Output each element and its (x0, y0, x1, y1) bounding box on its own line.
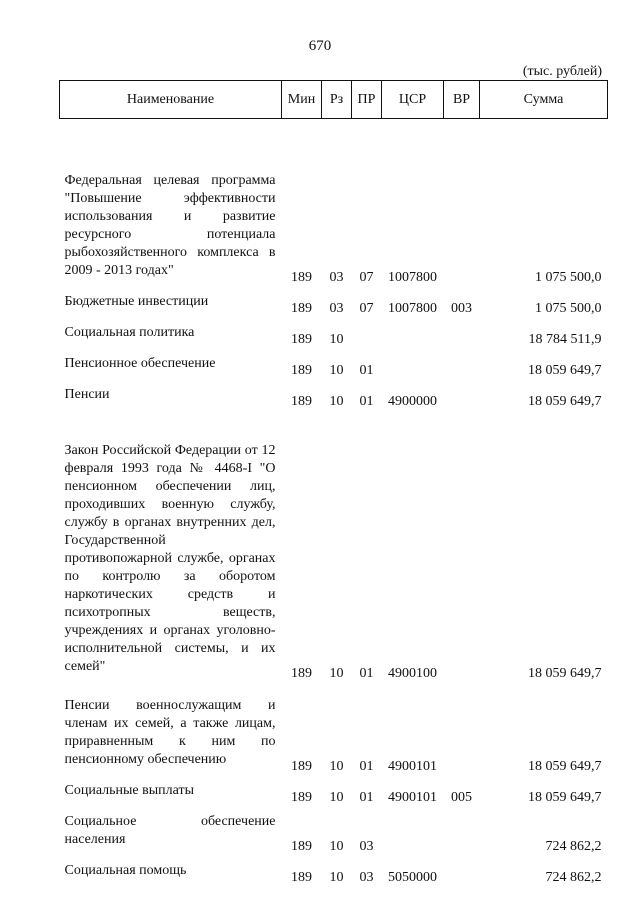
budget-table (59, 80, 608, 884)
row-rz (322, 804, 352, 853)
row-min (282, 315, 322, 346)
row-pr-value: 01 (359, 789, 374, 805)
table-row (60, 284, 608, 315)
row-min-value: 189 (291, 269, 312, 285)
row-rz-value: 10 (329, 789, 344, 805)
row-name: Пенсионное обеспечение (64, 355, 216, 371)
row-rz-value: 10 (329, 665, 344, 681)
row-vr-value: 005 (451, 789, 472, 805)
units-note: (тыс. рублей) (522, 64, 602, 79)
row-name: Социальная помощь (64, 862, 187, 878)
row-csr-value: 4900101 (388, 758, 437, 774)
row-rz-value: 10 (329, 393, 344, 409)
row-min (282, 377, 322, 408)
header-sum: Сумма (480, 81, 608, 119)
row-min (282, 119, 322, 284)
header-pr: ПР (352, 81, 382, 119)
row-vr (444, 315, 480, 346)
row-min (282, 284, 322, 315)
row-pr (352, 853, 382, 884)
row-sum (480, 680, 608, 773)
row-pr (352, 773, 382, 804)
table-header-row (60, 81, 608, 119)
row-rz (322, 315, 352, 346)
row-min (282, 804, 322, 853)
row-min-value: 189 (291, 331, 312, 347)
row-name: Закон Российской Федерации от 12 февраля 1993 года № 4468-I "О пенсионном обеспечении лиц, проходивших военную службу, службу в органах внутренних дел, Государственной противопожарной службе, органах по контролю за оборотом наркотических средств и психотропных веществ, учреждениях и органах уголовно-исполнительной системы, и их семей" (64, 442, 276, 674)
row-pr-value: 07 (359, 300, 374, 316)
row-name: Пенсии (64, 386, 110, 402)
row-csr (382, 680, 444, 773)
header-csr: ЦСР (382, 81, 444, 119)
row-pr (352, 804, 382, 853)
row-vr (444, 773, 480, 804)
row-sum-value: 18 784 511,9 (528, 331, 602, 347)
row-name: Пенсии военнослужащим и членам их семей, а также лицам, приравненным к ним по пенсионному обеспечению (64, 697, 276, 767)
row-csr (382, 284, 444, 315)
row-vr (444, 119, 480, 284)
row-min-value: 189 (291, 300, 312, 316)
row-min-value: 189 (291, 838, 312, 854)
row-sum (480, 346, 608, 377)
row-csr-value: 4900101 (388, 789, 437, 805)
row-rz-value: 10 (329, 838, 344, 854)
row-rz (322, 346, 352, 377)
row-vr (444, 680, 480, 773)
row-rz-value: 10 (329, 331, 344, 347)
row-vr (444, 284, 480, 315)
row-pr (352, 284, 382, 315)
row-min (282, 773, 322, 804)
table-row (60, 773, 608, 804)
row-csr (382, 408, 444, 680)
table-row (60, 119, 608, 284)
row-sum-value: 18 059 649,7 (528, 789, 602, 805)
row-name: Социальная политика (64, 324, 195, 340)
table-row (60, 853, 608, 884)
header-min: Мин (282, 81, 322, 119)
row-vr (444, 804, 480, 853)
row-rz-value: 03 (329, 300, 344, 316)
row-rz (322, 853, 352, 884)
row-rz (322, 119, 352, 284)
row-min (282, 408, 322, 680)
row-csr (382, 773, 444, 804)
row-sum-value: 724 862,2 (545, 869, 602, 885)
row-sum (480, 284, 608, 315)
row-min-value: 189 (291, 869, 312, 885)
row-vr-value: 003 (451, 300, 472, 316)
row-vr (444, 853, 480, 884)
row-csr-value: 1007800 (388, 300, 437, 316)
row-rz (322, 680, 352, 773)
row-rz-value: 10 (329, 869, 344, 885)
row-csr (382, 315, 444, 346)
row-sum (480, 408, 608, 680)
row-sum-value: 1 075 500,0 (535, 300, 602, 316)
row-name: Социальные выплаты (64, 782, 195, 798)
row-pr (352, 119, 382, 284)
row-rz-value: 03 (329, 269, 344, 285)
row-sum (480, 853, 608, 884)
row-vr (444, 408, 480, 680)
row-csr (382, 853, 444, 884)
row-pr (352, 315, 382, 346)
row-csr (382, 377, 444, 408)
table-row (60, 680, 608, 773)
row-csr-value: 4900000 (388, 393, 437, 409)
row-name: Социальное обеспечение населения (64, 813, 276, 847)
row-vr (444, 346, 480, 377)
row-pr-value: 03 (359, 869, 374, 885)
row-csr-value: 4900100 (388, 665, 437, 681)
row-pr (352, 408, 382, 680)
row-pr-value: 01 (359, 393, 374, 409)
row-rz (322, 284, 352, 315)
row-min (282, 680, 322, 773)
row-min-value: 189 (291, 789, 312, 805)
row-rz (322, 377, 352, 408)
row-pr-value: 01 (359, 665, 374, 681)
row-pr-value: 01 (359, 758, 374, 774)
row-sum-value: 1 075 500,0 (535, 269, 602, 285)
row-name: Федеральная целевая программа "Повышение эффективности использования и развитие ресурсного потенциала рыбохозяйственного комплекса в 2009 - 2013 годах" (64, 172, 276, 278)
header-vr: ВР (444, 81, 480, 119)
row-sum (480, 315, 608, 346)
row-min-value: 189 (291, 665, 312, 681)
table-row (60, 377, 608, 408)
page-number: 670 (308, 38, 332, 54)
row-csr-value: 1007800 (388, 269, 437, 285)
row-pr-value: 01 (359, 362, 374, 378)
row-sum (480, 804, 608, 853)
row-sum (480, 377, 608, 408)
row-min-value: 189 (291, 758, 312, 774)
row-name: Бюджетные инвестиции (64, 293, 209, 309)
row-rz (322, 773, 352, 804)
table-row (60, 804, 608, 853)
header-name: Наименование (60, 81, 282, 119)
row-sum-value: 18 059 649,7 (528, 758, 602, 774)
row-pr (352, 377, 382, 408)
row-pr-value: 07 (359, 269, 374, 285)
table-row (60, 346, 608, 377)
row-min (282, 853, 322, 884)
row-sum-value: 724 862,2 (545, 838, 602, 854)
row-sum (480, 773, 608, 804)
row-sum-value: 18 059 649,7 (528, 362, 602, 378)
row-vr (444, 377, 480, 408)
row-rz-value: 10 (329, 362, 344, 378)
row-sum-value: 18 059 649,7 (528, 393, 602, 409)
row-rz-value: 10 (329, 758, 344, 774)
row-csr (382, 804, 444, 853)
table-row (60, 315, 608, 346)
row-pr (352, 346, 382, 377)
row-min (282, 346, 322, 377)
row-pr-value: 03 (359, 838, 374, 854)
row-min-value: 189 (291, 393, 312, 409)
row-min-value: 189 (291, 362, 312, 378)
row-rz (322, 408, 352, 680)
header-rz: Рз (322, 81, 352, 119)
row-csr (382, 119, 444, 284)
row-sum (480, 119, 608, 284)
table-row (60, 408, 608, 680)
row-pr (352, 680, 382, 773)
row-sum-value: 18 059 649,7 (528, 665, 602, 681)
row-csr (382, 346, 444, 377)
row-csr-value: 5050000 (388, 869, 437, 885)
